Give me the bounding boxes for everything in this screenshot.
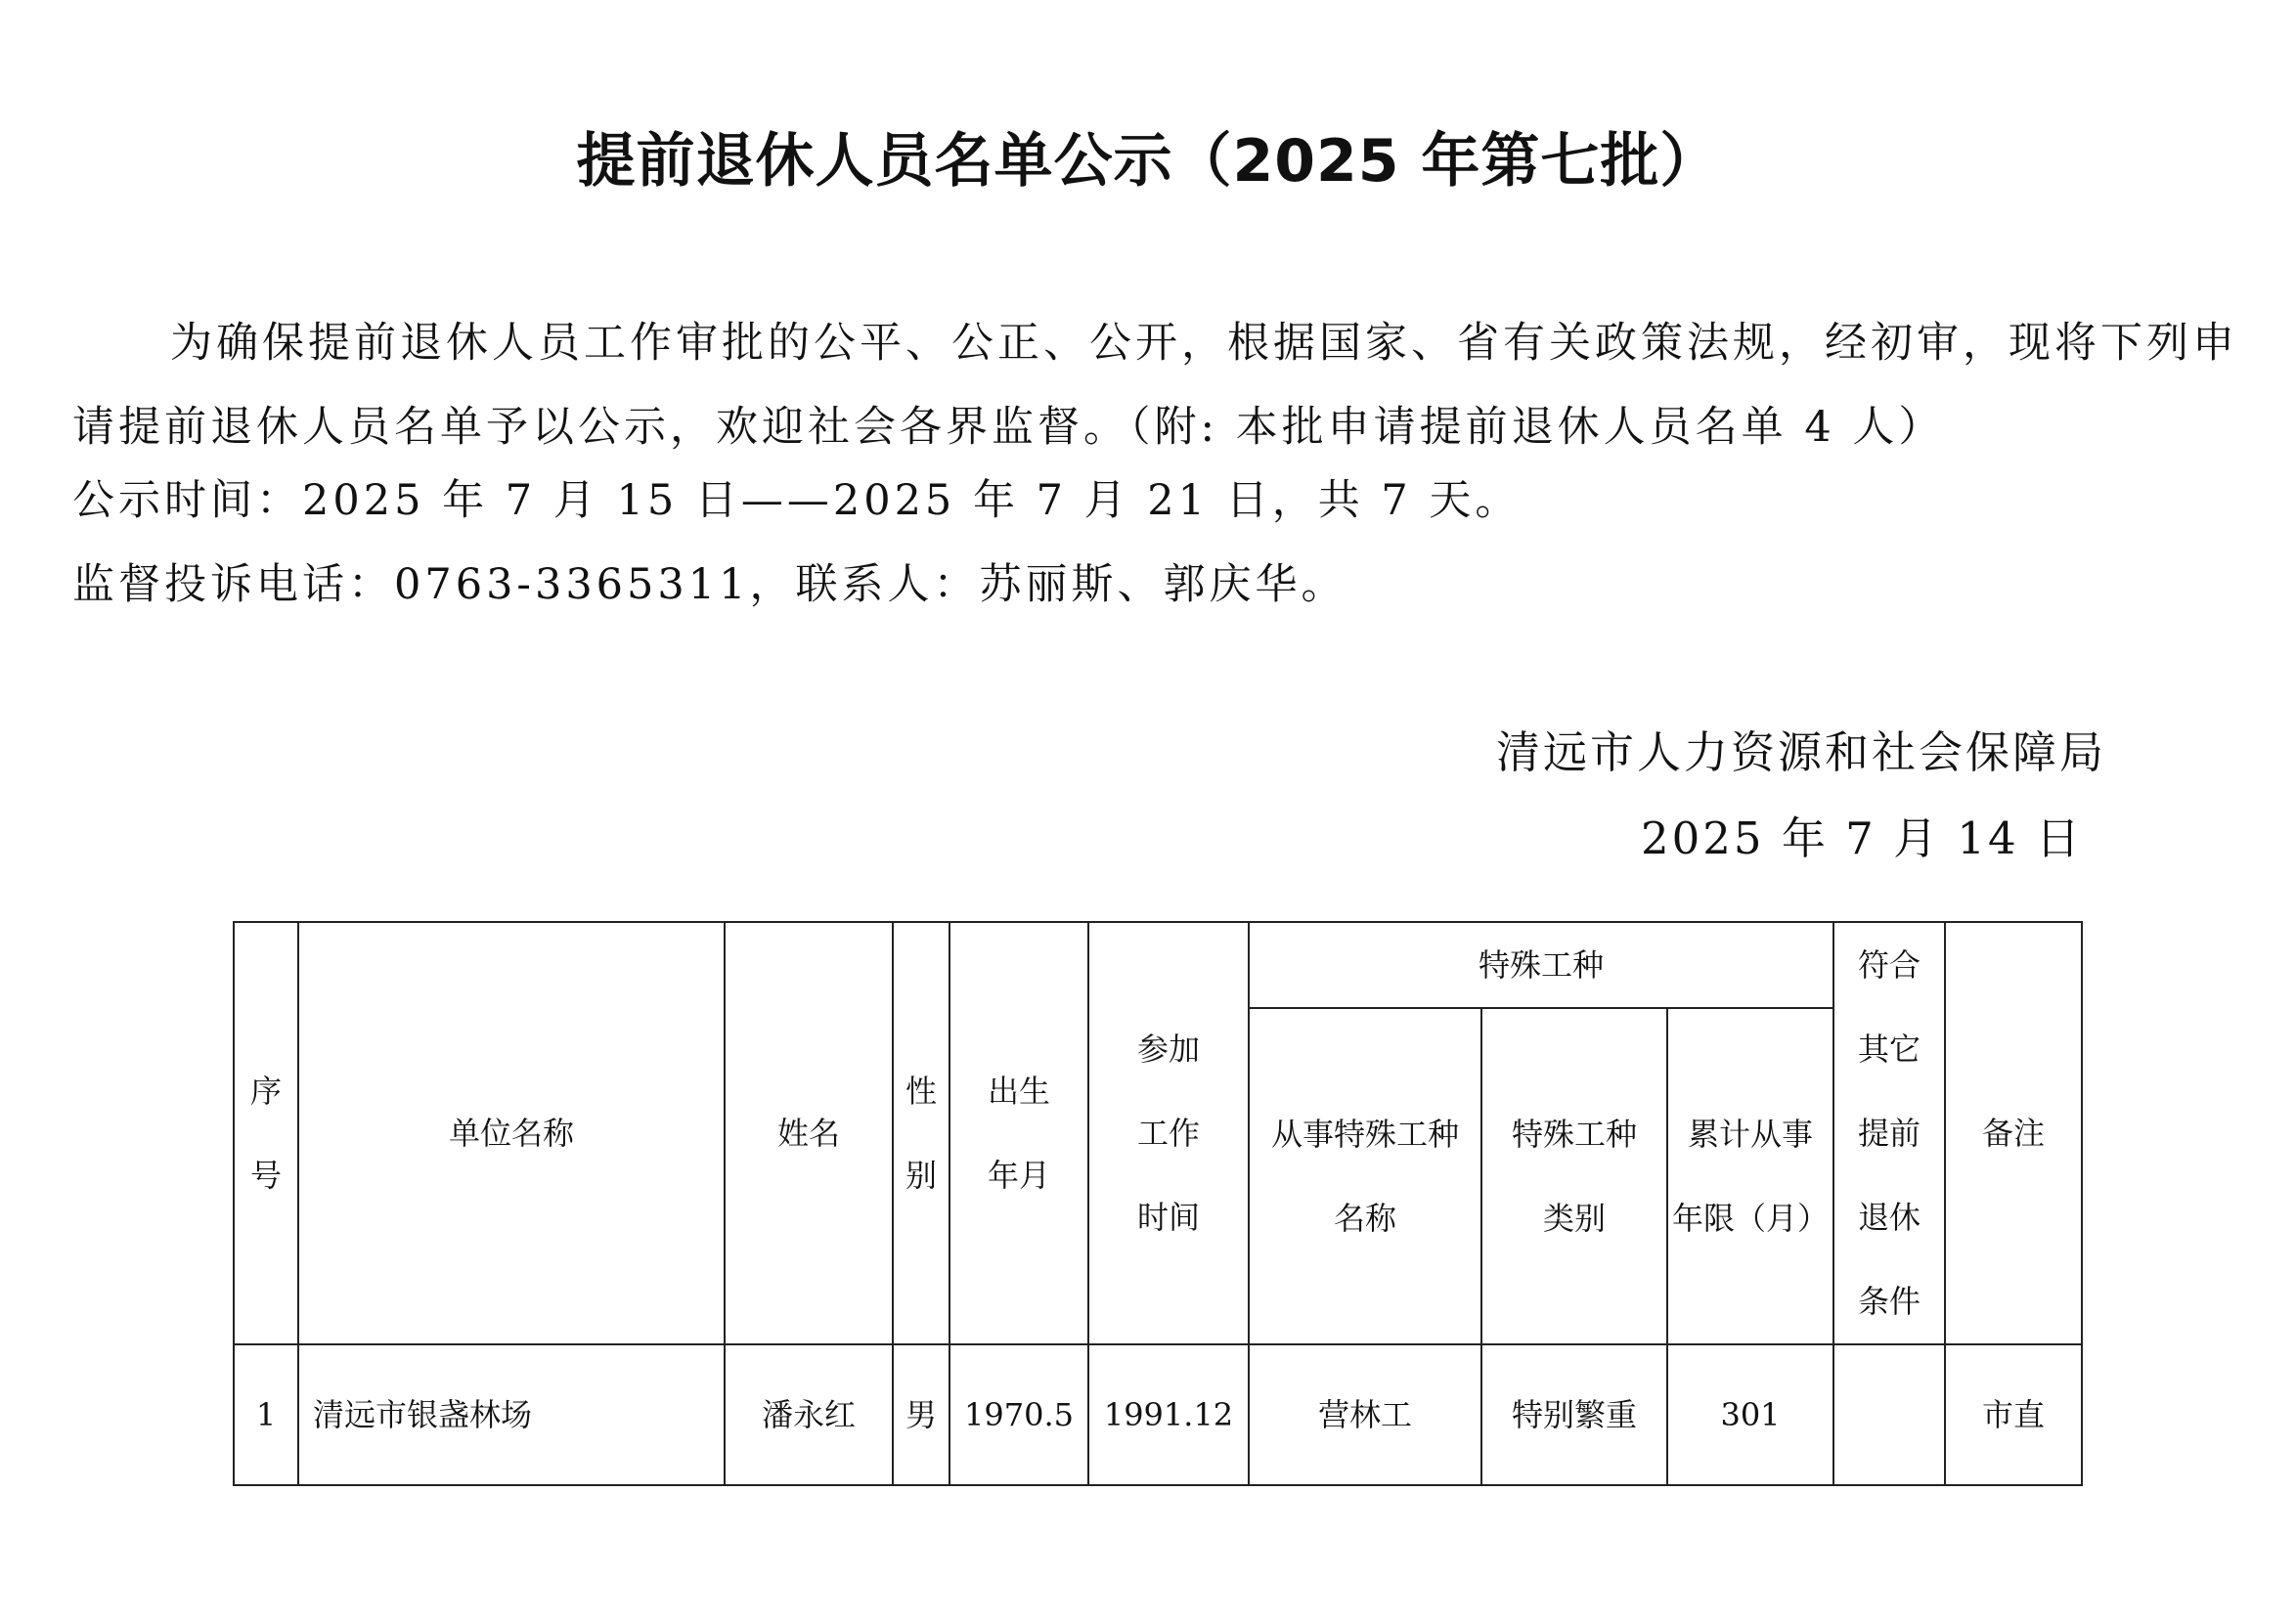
cell-special-months: 301	[1667, 1344, 1833, 1485]
cell-work-start: 1991.12	[1088, 1344, 1249, 1485]
cell-unit: 清远市银盏林场	[298, 1344, 725, 1485]
header-seq: 序 号	[234, 922, 298, 1344]
cell-special-name: 营林工	[1249, 1344, 1481, 1485]
cell-gender: 男	[893, 1344, 949, 1485]
cell-other-conditions	[1833, 1344, 1945, 1485]
header-work-start: 参加 工作 时间	[1088, 922, 1249, 1344]
cell-remarks: 市直	[1945, 1344, 2082, 1485]
header-birth: 出生 年月	[949, 922, 1088, 1344]
header-special-name: 从事特殊工种 名称	[1249, 1008, 1481, 1344]
table-row	[234, 1344, 2082, 1485]
complaint-contact: 监督投诉电话：0763-3365311，联系人：苏丽斯、郭庆华。	[72, 560, 1347, 609]
header-special-group: 特殊工种	[1249, 922, 1833, 1008]
header-other-conditions: 符合 其它 提前 退休 条件	[1833, 922, 1945, 1344]
intro-paragraph: 为确保提前退休人员工作审批的公平、公正、公开，根据国家、省有关政策法规，经初审，现将下列申请提前退休人员名单予以公示，欢迎社会各界监督。（附: 本批申请提前退休人员名单 4 人）	[72, 319, 2238, 452]
cell-seq: 1	[234, 1344, 298, 1485]
cell-special-type: 特别繁重	[1481, 1344, 1667, 1485]
document-title: 提前退休人员名单公示（2025 年第七批）	[576, 127, 1720, 196]
retiree-table	[233, 921, 2083, 1486]
cell-birth: 1970.5	[949, 1344, 1088, 1485]
header-gender: 性 别	[893, 922, 949, 1344]
header-special-type: 特殊工种 类别	[1481, 1008, 1667, 1344]
header-unit: 单位名称	[298, 922, 725, 1344]
header-name: 姓名	[725, 922, 893, 1344]
header-special-months: 累计从事 年限（月）	[1667, 1008, 1833, 1344]
issuer-name: 清远市人力资源和社会保障局	[1496, 726, 2107, 778]
header-remarks: 备注	[1945, 922, 2082, 1344]
cell-name: 潘永红	[725, 1344, 893, 1485]
issue-date: 2025 年 7 月 14 日	[1641, 812, 2083, 864]
publicity-period: 公示时间：2025 年 7 月 15 日——2025 年 7 月 21 日，共 7 天。	[72, 476, 1522, 525]
